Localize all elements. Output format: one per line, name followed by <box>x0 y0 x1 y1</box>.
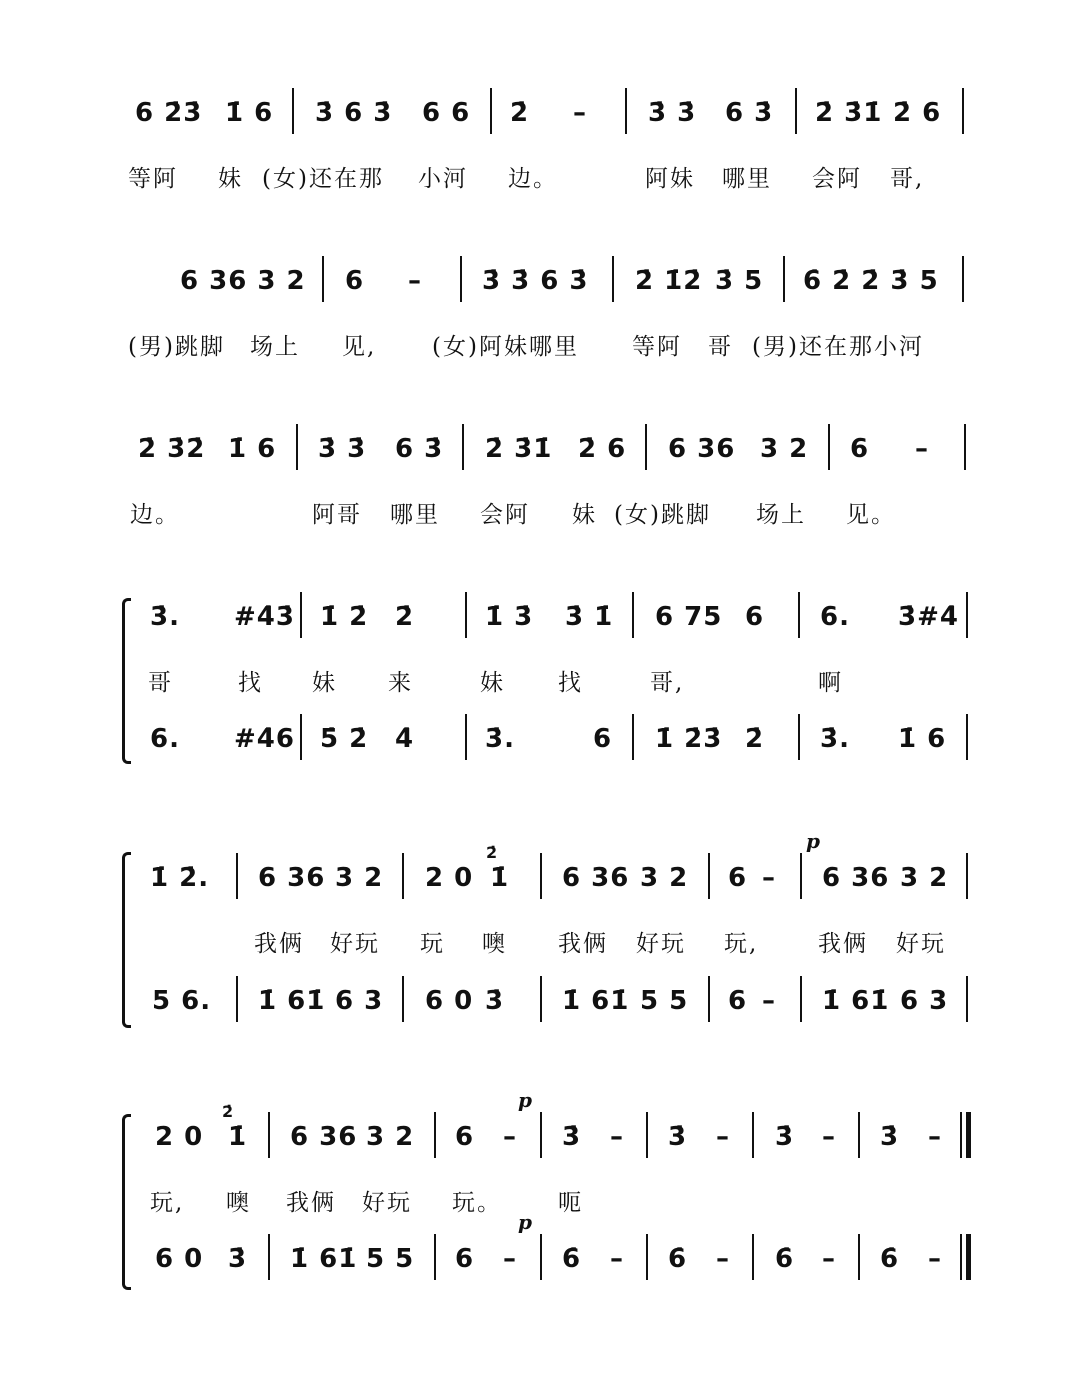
lyric: 我俩 <box>818 931 868 957</box>
note-group: – <box>928 1122 942 1152</box>
note-group: 1̇ 6 <box>898 724 947 754</box>
lyric: 阿妹 <box>645 166 695 192</box>
lyric: 等阿 <box>128 166 178 192</box>
lyric: 好玩 <box>362 1190 412 1216</box>
note-group: 1̇ 61̇ <box>562 986 630 1016</box>
note-group: 6 <box>455 1122 475 1152</box>
barline <box>434 1234 436 1280</box>
note-group: 3 2 <box>640 863 689 893</box>
note-group: 6 36 <box>668 434 736 464</box>
note-group: 2̇ 3̇2̇ <box>138 434 206 464</box>
barline <box>783 256 785 302</box>
note-group: 2̇ 6 <box>578 434 627 464</box>
note-group: 3 2 <box>335 863 384 893</box>
lyric: 妹 <box>218 166 243 192</box>
lyric: 见, <box>342 334 377 360</box>
note-group: 3̇. <box>820 724 850 754</box>
barline <box>540 853 542 899</box>
note-group: 6 <box>345 266 365 296</box>
barline <box>490 88 492 134</box>
note-group: 6 36 <box>258 863 326 893</box>
note-group: 6̇ <box>880 1244 900 1274</box>
note-group: 1̇ 61̇ <box>258 986 326 1016</box>
barline <box>296 424 298 470</box>
barline <box>858 1234 860 1280</box>
lyric: (男)还在那小河 <box>752 334 924 360</box>
lyric: 哥, <box>890 166 925 192</box>
lyric: 玩, <box>724 931 759 957</box>
barline <box>268 1234 270 1280</box>
lyric: (男)跳脚 <box>128 334 225 360</box>
note-group: 5 5 <box>640 986 689 1016</box>
lyric: 哥 <box>708 334 733 360</box>
lyric: 噢 <box>226 1190 251 1216</box>
barline <box>962 256 964 302</box>
note-group: 3̇ <box>668 1122 688 1152</box>
lyric: 哥 <box>148 670 173 696</box>
note-group: 3 2 <box>366 1122 415 1152</box>
note-group: – <box>573 98 587 128</box>
barline <box>752 1112 754 1158</box>
note-group: – <box>915 434 929 464</box>
note-group: 6 6 <box>422 98 471 128</box>
note-group: 2̇ 6 <box>893 98 942 128</box>
note-group: 6 <box>455 1244 475 1274</box>
note-group: 1̇ <box>490 863 510 893</box>
note-group: 2̇ <box>510 98 530 128</box>
note-group: 3̇ 3̇ <box>648 98 697 128</box>
note-group: 6 3 <box>335 986 384 1016</box>
note-group: 5 5 <box>366 1244 415 1274</box>
lyric: 我俩 <box>558 931 608 957</box>
dynamic-marking: p <box>518 1210 532 1234</box>
lyric: 边。 <box>130 502 180 528</box>
lyric: 好玩 <box>330 931 380 957</box>
note-group: 6 0 <box>425 986 474 1016</box>
barline <box>612 256 614 302</box>
note-group: 6̇ <box>562 1244 582 1274</box>
barline <box>966 592 968 638</box>
barline <box>300 714 302 760</box>
note-group: – <box>762 863 776 893</box>
lyric: 见。 <box>846 502 896 528</box>
lyric: 场上 <box>756 502 806 528</box>
barline <box>752 1234 754 1280</box>
note-group: 6̇ <box>668 1244 688 1274</box>
note-group: 3̇ 6 3̇ <box>315 98 393 128</box>
barline <box>800 976 802 1022</box>
lyric: 呃 <box>558 1190 583 1216</box>
dynamic-marking: p <box>518 1088 532 1112</box>
note-group: 1̇ 2̇ <box>320 602 369 632</box>
barline <box>962 88 964 134</box>
note-group: 3̇ 5 <box>715 266 764 296</box>
lyric: 阿哥 <box>312 502 362 528</box>
barline <box>966 853 968 899</box>
note-group: – <box>503 1244 517 1274</box>
barline <box>632 592 634 638</box>
lyric: 哪里 <box>390 502 440 528</box>
barline <box>646 1112 648 1158</box>
barline <box>540 1234 542 1280</box>
lyric: 找 <box>558 670 583 696</box>
note-group: 6̇ <box>775 1244 795 1274</box>
lyric: 找 <box>238 670 263 696</box>
barline <box>465 714 467 760</box>
barline <box>402 853 404 899</box>
note-group: 6̇ 2̇ 2̇ 3̇ 5 <box>803 266 939 296</box>
barline <box>236 976 238 1022</box>
note-group: 2̇ 1̇2̇ <box>635 266 703 296</box>
barline <box>434 1112 436 1158</box>
note-group: – <box>928 1244 942 1274</box>
barline <box>966 976 968 1022</box>
note-group: 6 <box>593 724 613 754</box>
lyric: 哪里 <box>722 166 772 192</box>
lyric: 哥, <box>650 670 685 696</box>
barline <box>800 853 802 899</box>
note-group: 5̇ 2̇ <box>320 724 369 754</box>
lyric: 小河 <box>418 166 468 192</box>
barline <box>960 1234 962 1280</box>
grace-note: 2̇ <box>222 1102 235 1121</box>
lyric: 玩。 <box>452 1190 502 1216</box>
lyric: 妹 <box>480 670 505 696</box>
note-group: 6 2̇3̇ <box>135 98 203 128</box>
lyric: 妹 <box>572 502 597 528</box>
note-group: 6 36 3 2 <box>180 266 306 296</box>
note-group: 6. <box>150 724 180 754</box>
barline <box>632 714 634 760</box>
barline <box>964 424 966 470</box>
note-group: – <box>716 1122 730 1152</box>
grace-note: 2̇ <box>486 843 499 862</box>
note-group: 3̇ 1̇ <box>565 602 614 632</box>
note-group: 1̇ <box>228 1122 248 1152</box>
note-group: 1̇ 6 <box>228 434 277 464</box>
barline <box>402 976 404 1022</box>
note-group: 6 36 <box>290 1122 358 1152</box>
barline <box>828 424 830 470</box>
lyric: 妹 <box>312 670 337 696</box>
barline <box>625 88 627 134</box>
note-group: 6 75 <box>655 602 723 632</box>
barline <box>236 853 238 899</box>
lyric: 会阿 <box>480 502 530 528</box>
note-group: 3̇ <box>880 1122 900 1152</box>
note-group: 5 6. <box>152 986 212 1016</box>
barline <box>462 424 464 470</box>
note-group: 2̇ <box>745 724 765 754</box>
note-group: 6. <box>820 602 850 632</box>
note-group: 2 0 <box>155 1122 204 1152</box>
note-group: – <box>822 1244 836 1274</box>
barline <box>966 714 968 760</box>
note-group: 3̇ <box>228 1244 248 1274</box>
barline <box>645 424 647 470</box>
lyric: 边。 <box>508 166 558 192</box>
barline <box>322 256 324 302</box>
note-group: – <box>610 1244 624 1274</box>
lyric: 好玩 <box>636 931 686 957</box>
note-group: 6 3̇ <box>725 98 774 128</box>
lyric: 玩 <box>420 931 445 957</box>
barline <box>798 714 800 760</box>
barline <box>465 592 467 638</box>
note-group: 3̇. <box>485 724 515 754</box>
barline <box>540 1112 542 1158</box>
lyric: 场上 <box>250 334 300 360</box>
note-group: 3̇ <box>485 986 505 1016</box>
note-group: 6 3̇ <box>395 434 444 464</box>
note-group: – <box>408 266 422 296</box>
barline <box>960 1112 962 1158</box>
barline <box>460 256 462 302</box>
lyric: (女)阿妹哪里 <box>432 334 579 360</box>
note-group: 2̇ <box>395 602 415 632</box>
lyric: 噢 <box>482 931 507 957</box>
note-group: 1̇ 61̇ <box>290 1244 358 1274</box>
note-group: 3̇. <box>150 602 180 632</box>
note-group: 3̇ 3̇ <box>318 434 367 464</box>
note-group: 2̇ 3̇1̇ <box>815 98 883 128</box>
note-group: 4̇ <box>395 724 415 754</box>
note-group: 3̇ <box>775 1122 795 1152</box>
note-group: 2̇ 3̇1̇ <box>485 434 553 464</box>
lyric: 会阿 <box>812 166 862 192</box>
note-group: 6 0 <box>155 1244 204 1274</box>
lyric: 我俩 <box>286 1190 336 1216</box>
note-group: 6 3 <box>900 986 949 1016</box>
note-group: – <box>610 1122 624 1152</box>
lyric: 玩, <box>150 1190 185 1216</box>
barline <box>300 592 302 638</box>
note-group: 6 36 <box>562 863 630 893</box>
note-group: 1̇ 2̇. <box>150 863 210 893</box>
barline <box>268 1112 270 1158</box>
barline <box>646 1234 648 1280</box>
note-group: 6 <box>745 602 765 632</box>
note-group: 3 2 <box>760 434 809 464</box>
note-group: 6 <box>728 863 748 893</box>
barline <box>292 88 294 134</box>
note-group: #4̇3̇ <box>234 602 295 632</box>
note-group: #4̇6 <box>234 724 295 754</box>
barline <box>795 88 797 134</box>
note-group: 6 36 <box>822 863 890 893</box>
lyric: (女)还在那 <box>262 166 384 192</box>
barline <box>798 592 800 638</box>
note-group: – <box>503 1122 517 1152</box>
note-group: 1̇ 61̇ <box>822 986 890 1016</box>
note-group: 6 <box>850 434 870 464</box>
system-brace <box>122 852 131 1028</box>
final-barline <box>966 1234 971 1280</box>
note-group: 3̇#4̇ <box>898 602 959 632</box>
barline <box>540 976 542 1022</box>
barline <box>858 1112 860 1158</box>
note-group: 3̇ 3̇ 6 3̇ <box>482 266 589 296</box>
lyric: (女)跳脚 <box>614 502 711 528</box>
note-group: 1̇ 3̇ <box>485 602 534 632</box>
note-group: 1̇ 6 <box>225 98 274 128</box>
final-barline <box>966 1112 971 1158</box>
note-group: 6 <box>728 986 748 1016</box>
note-group: – <box>822 1122 836 1152</box>
note-group: 3 2 <box>900 863 949 893</box>
note-group: – <box>716 1244 730 1274</box>
lyric: 来 <box>388 670 413 696</box>
lyric: 啊 <box>818 670 843 696</box>
barline <box>708 853 710 899</box>
barline <box>708 976 710 1022</box>
dynamic-marking: p <box>806 829 820 853</box>
system-brace <box>122 1114 131 1290</box>
system-brace <box>122 598 131 764</box>
note-group: 3̇ <box>562 1122 582 1152</box>
note-group: 1̇ 2̇3̇ <box>655 724 723 754</box>
lyric: 等阿 <box>632 334 682 360</box>
lyric: 我俩 <box>254 931 304 957</box>
note-group: 2 0 <box>425 863 474 893</box>
lyric: 好玩 <box>896 931 946 957</box>
note-group: – <box>762 986 776 1016</box>
